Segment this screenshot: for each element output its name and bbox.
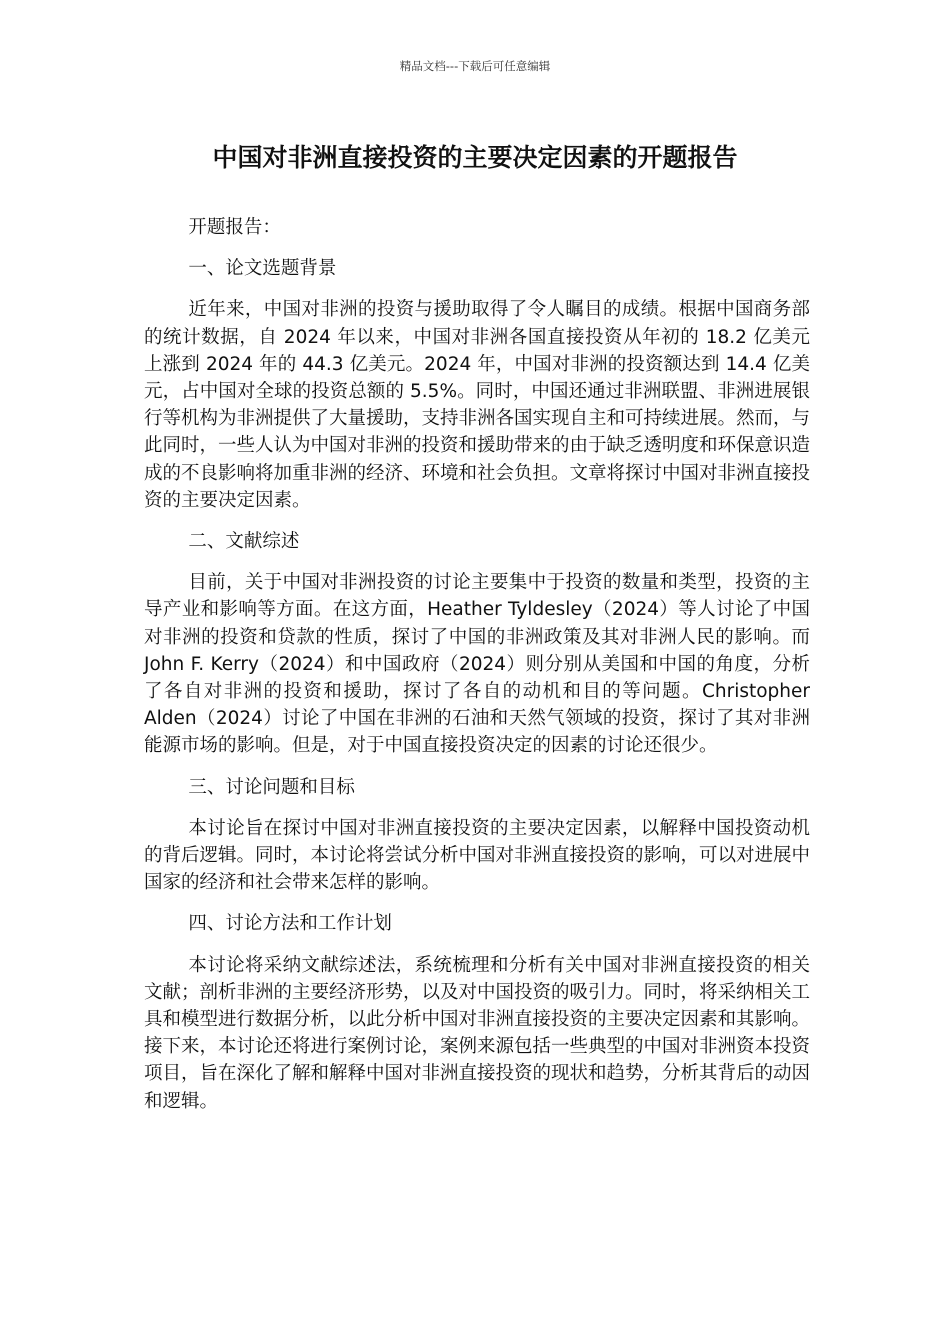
section-body-methods: 本讨论将采纳文献综述法，系统梳理和分析有关中国对非洲直接投资的相关文献；剖析非洲的主要经济形势，以及对中国投资的吸引力。同时，将采纳相关工具和模型进行数据分析，以此分析中国对非洲直接投资的主要决定因素和其影响。接下来，本讨论还将进行案例讨论，案例来源包括一些典型的中国对非洲资本投资项目，旨在深化了解和解释中国对非洲直接投资的现状和趋势，分析其背后的动因和逻辑。 (144, 954, 811, 1112)
section-body-background: 近年来，中国对非洲的投资与援助取得了令人瞩目的成绩。根据中国商务部的统计数据，自 2024 年以来，中国对非洲各国直接投资从年初的 18.2 亿美元上涨到 2024 年的 44.3 亿美元。2024 年，中国对非洲的投资额达到 14.4 亿美元，占中国对全球的投资总额的 5.5%。同时，中国还通过非洲联盟、非洲进展银行等机构为非洲提供了大量援助，支持非洲各国实现自主和可持续进展。然而，与此同时，一些人认为中国对非洲的投资和援助带来的由于缺乏透明度和环保意识造成的不良影响将加重非洲的经济、环境和社会负担。文章将探讨中国对非洲直接投资的主要决定因素。 (144, 299, 811, 511)
section-heading-literature: 二、文献综述 (188, 531, 300, 553)
section-heading-questions: 三、讨论问题和目标 (188, 776, 355, 798)
section-heading-methods: 四、讨论方法和工作计划 (188, 913, 392, 935)
section-body-questions: 本讨论旨在探讨中国对非洲直接投资的主要决定因素，以解释中国投资动机的背后逻辑。同时，本讨论将尝试分析中国对非洲直接投资的影响，可以对进展中国家的经济和社会带来怎样的影响。 (144, 817, 811, 894)
document-body (144, 214, 810, 1129)
document-title: 中国对非洲直接投资的主要决定因素的开题报告 (212, 143, 738, 172)
intro-label: 开题报告： (188, 217, 281, 238)
header-note: 精品文档---下载后可任意编辑 (399, 59, 551, 73)
section-heading-background: 一、论文选题背景 (188, 258, 337, 280)
section-body-literature: 目前，关于中国对非洲投资的讨论主要集中于投资的数量和类型，投资的主导产业和影响等方面。在这方面，Heather Tyldesley（2024）等人讨论了中国对非洲的投资和贷款的性质，探讨了中国的非洲政策及其对非洲人民的影响。而 John F. Kerry（2024）和中国政府（2024）则分别从美国和中国的角度，分析了各自对非洲的投资和援助，探讨了各自的动机和目的等问题。Christopher Alden（2024）讨论了中国在非洲的石油和天然气领域的投资，探讨了其对非洲能源市场的影响。但是，对于中国直接投资决定的因素的讨论还很少。 (144, 572, 810, 757)
